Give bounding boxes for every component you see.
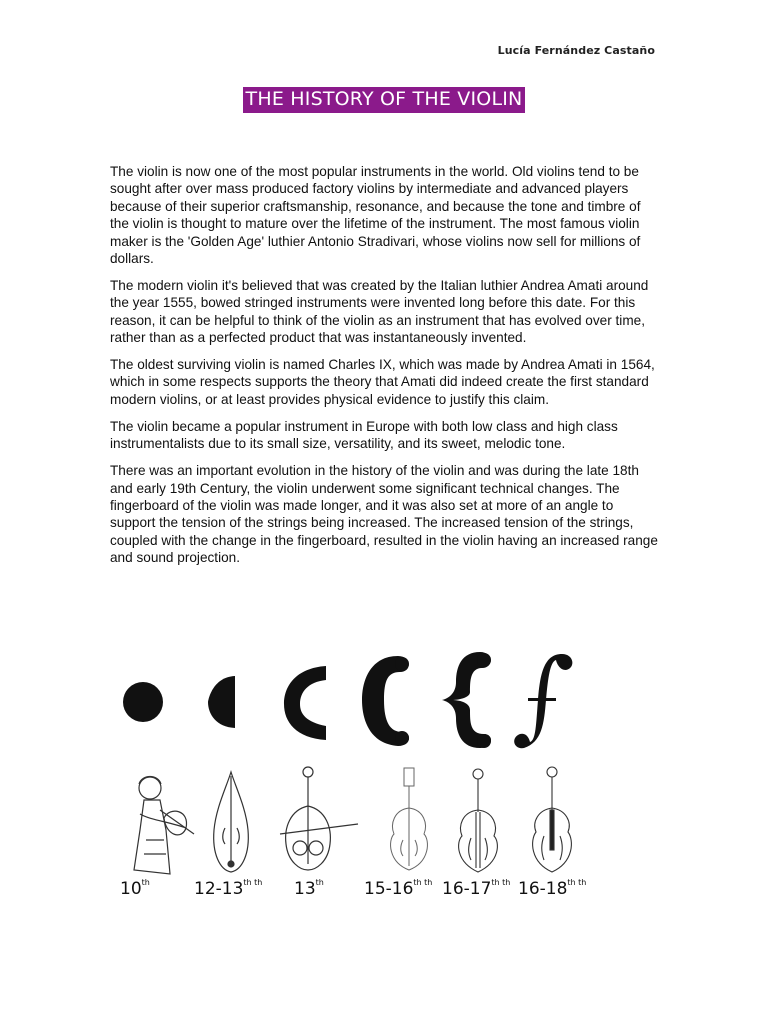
century-label-4: $15-16^{th th}$	[364, 878, 433, 899]
half-circle-soundhole-icon	[208, 674, 242, 730]
century-label-6: $16-18^{th th}$	[518, 878, 587, 899]
title-wrapper	[0, 87, 768, 113]
bracket-soundhole-icon	[440, 648, 496, 752]
century-label-2: $12-13^{th th}$	[194, 878, 263, 899]
violin-evolution-figure	[110, 640, 590, 910]
early-violin-illustration	[450, 766, 506, 878]
paragraph-2: The modern violin it's believed that was created by the Italian luthier Andrea Amati around the year 1555, bowed stringed instruments were invented long before this date. For this reason, it can be helpful to think of the violin as an instrument that has evolved over time, rather than as a perfected product that was instantaneously invented.	[110, 277, 649, 346]
paragraph-1: The violin is now one of the most popular instruments in the world. Old violins tend to be sought after over mass produced factory violins by intermediate and advanced players because of their superior craftsmanship, resonance, and because the tone and timbre of the violin is thought to mature over the lifetime of the instrument. The most famous violin maker is the 'Golden Age' luthier Antonio Stradivari, whose violins now sell for millions of dollars.	[110, 164, 641, 267]
paragraph-4: The violin became a popular instrument in Europe with both low class and high class instrumentalists due to its small size, versatility, and its sweet, melodic tone.	[110, 418, 618, 452]
century-label-3: 13th	[294, 878, 324, 899]
f-hole-icon	[506, 648, 580, 754]
century-label-1: 10th	[120, 878, 150, 899]
paragraph-3: The oldest surviving violin is named Charles IX, which was made by Andrea Amati in 1564, which in some respects supports the theory that Amati did indeed create the first standard modern violins, or at least provides physical evidence to justify this claim.	[110, 357, 655, 407]
century-label-5: $16-17^{th th}$	[442, 878, 511, 899]
paragraph-5: There was an important evolution in the history of the violin and was during the late 18th and early 19th Century, the violin underwent some significant technical changes. The fingerboard of the violin was made longer, and it was also set at more of an angle to support the tension of the strings being increased. The increased tension of the strings, coupled with the change in the fingerboard, resulted in the violin having an increased range and sound projection.	[110, 463, 658, 566]
circle-soundhole-icon	[122, 680, 166, 724]
c-soundhole-icon	[282, 662, 334, 742]
page-title: THE HISTORY OF THE VIOLIN	[243, 87, 526, 113]
author-name: Lucía Fernández Castaño	[497, 44, 655, 57]
fiddle-illustration	[278, 762, 362, 874]
body-text	[110, 163, 660, 576]
c-hook-soundhole-icon	[358, 650, 414, 750]
modern-violin-illustration	[524, 764, 580, 878]
medieval-player-illustration	[120, 770, 200, 880]
rebec-illustration	[208, 768, 254, 878]
viol-illustration	[384, 766, 434, 876]
